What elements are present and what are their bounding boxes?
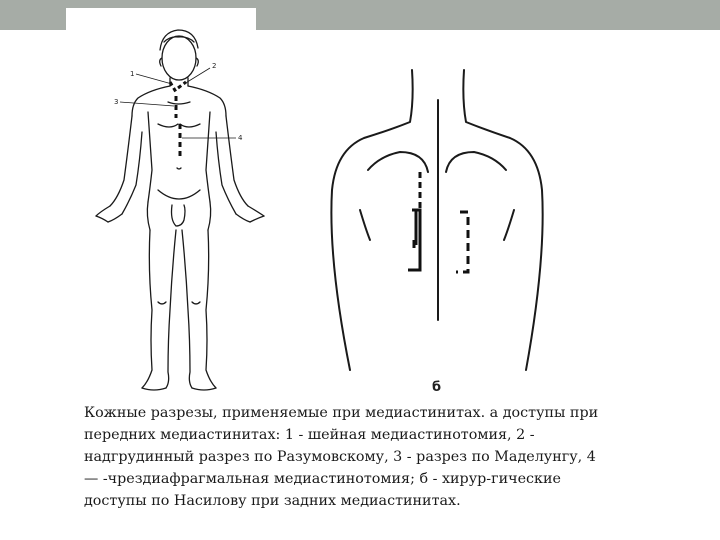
caption-line-3: надгрудинный разрез по Разумовскому, 3 - разрез по Маделунгу, 4 bbox=[84, 449, 596, 465]
caption-line-4: — -чрездиафрагмальная медиастинотомия; б - хирур-гические bbox=[84, 471, 561, 487]
caption bbox=[84, 402, 664, 512]
label-4: 4 bbox=[238, 134, 243, 142]
back-body-illustration bbox=[320, 60, 550, 390]
figure-b-label: б bbox=[432, 380, 442, 395]
label-2: 2 bbox=[212, 62, 217, 70]
caption-line-5: доступы по Насилову при задних медиастинитах. bbox=[84, 493, 461, 509]
front-body-illustration bbox=[80, 20, 280, 395]
label-3: 3 bbox=[114, 98, 119, 106]
caption-line-1: Кожные разрезы, применяемые при медиастинитах. а доступы при bbox=[84, 405, 599, 421]
label-1: 1 bbox=[130, 70, 135, 78]
caption-line-2: передних медиастинитах: 1 - шейная медиастинотомия, 2 - bbox=[84, 427, 535, 443]
